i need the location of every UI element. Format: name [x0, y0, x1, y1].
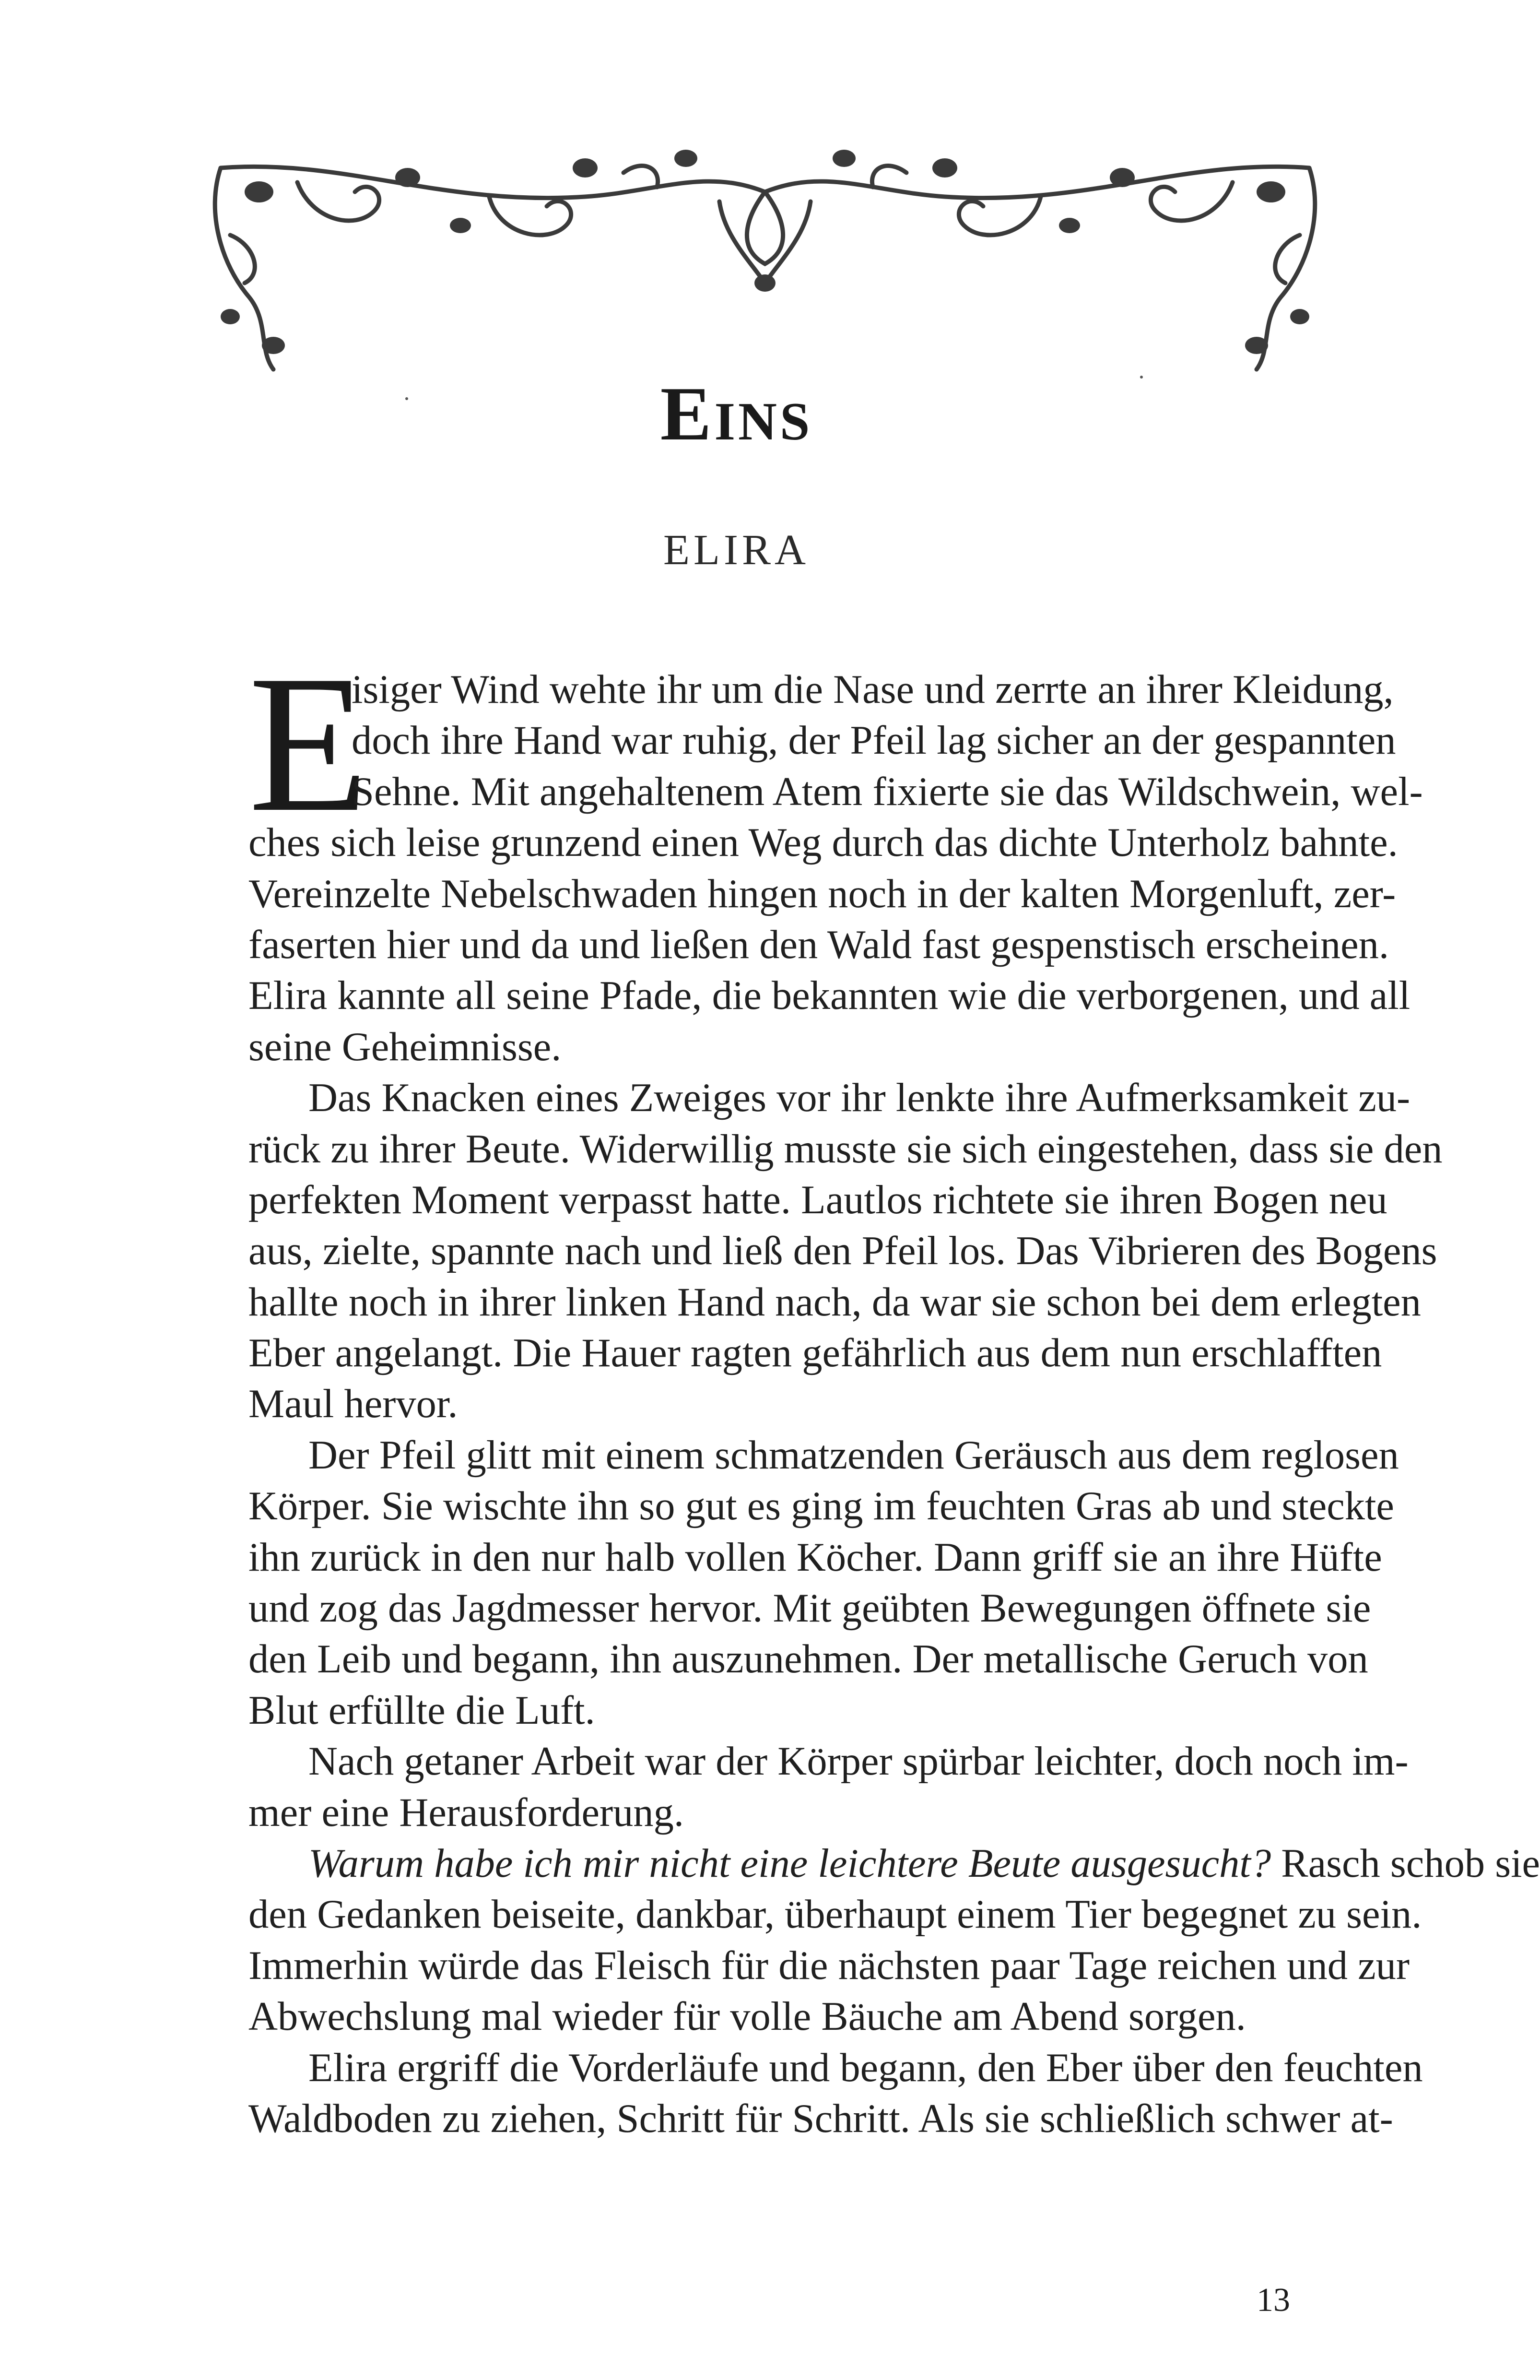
text-line: Eber angelangt. Die Hauer ragten gefährlich aus dem nun erschlafften — [248, 1331, 1382, 1376]
paragraph — [248, 2043, 1423, 2145]
text-line: mer eine Herausforderung. — [248, 1790, 684, 1835]
page-number: 13 — [1257, 2282, 1290, 2319]
italic-thought: Warum habe ich mir nicht eine leichtere Beute ausgesucht? — [308, 1841, 1271, 1886]
chapter-pov-name: ELIRA — [663, 526, 810, 574]
text-line: ihn zurück in den nur halb vollen Köcher. Dann griff sie an ihre Hüfte — [248, 1535, 1382, 1580]
text-line: Vereinzelte Nebelschwaden hingen noch in der kalten Morgenluft, zer- — [248, 871, 1396, 916]
text-line: doch ihre Hand war ruhig, der Pfeil lag sicher an der gespannten — [352, 718, 1396, 763]
text-line: ches sich leise grunzend einen Weg durch das dichte Unterholz bahnte. — [248, 820, 1398, 865]
text-line: seine Geheimnisse. — [248, 1024, 562, 1069]
text-line: Das Knacken eines Zweiges vor ihr lenkte ihre Aufmerksamkeit zu- — [308, 1076, 1411, 1121]
drop-cap: E — [248, 635, 369, 853]
text-line: Elira kannte all seine Pfade, die bekannten wie die verborgenen, und all — [248, 973, 1411, 1018]
text-line: Blut erfüllte die Luft. — [248, 1688, 595, 1733]
text-line: den Leib und begann, ihn auszunehmen. Der metallische Geruch von — [248, 1637, 1368, 1682]
text-line: Elira ergriff die Vorderläufe und begann, den Eber über den feuchten — [308, 2045, 1423, 2090]
paragraph — [248, 1430, 1399, 1736]
text-line — [248, 1838, 1540, 1889]
text-line: rück zu ihrer Beute. Widerwillig musste sie sich eingestehen, dass sie den — [248, 1126, 1443, 1172]
body-text — [248, 635, 1540, 2144]
paragraph — [248, 1838, 1540, 2043]
text-line: Waldboden zu ziehen, Schritt für Schritt. Als sie schließlich schwer at- — [248, 2096, 1393, 2141]
paragraph — [248, 1073, 1443, 1430]
text-line: aus, zielte, spannte nach und ließ den Pfeil los. Das Vibrieren des Bogens — [248, 1229, 1437, 1274]
text-line: Immerhin würde das Fleisch für die nächsten paar Tage reichen und zur — [248, 1943, 1410, 1988]
text-line: Maul hervor. — [248, 1382, 458, 1427]
text-line: den Gedanken beiseite, dankbar, überhaupt einem Tier begegnet zu sein. — [248, 1892, 1422, 1937]
text-line: hallte noch in ihrer linken Hand nach, da war sie schon bei dem erlegten — [248, 1279, 1421, 1325]
text-line: Der Pfeil glitt mit einem schmatzenden Geräusch aus dem reglosen — [308, 1433, 1399, 1478]
text-line: Nach getaner Arbeit war der Körper spürbar leichter, doch noch im- — [308, 1739, 1409, 1784]
chapter-title: Eins — [660, 371, 813, 456]
text-line: Körper. Sie wischte ihn so gut es ging im feuchten Gras ab und steckte — [248, 1484, 1394, 1529]
text-line: perfekten Moment verpasst hatte. Lautlos richtete sie ihren Bogen neu — [248, 1177, 1387, 1222]
text-line: Sehne. Mit angehaltenem Atem fixierte sie das Wildschwein, wel- — [352, 769, 1423, 814]
paragraph — [248, 1736, 1409, 1838]
text-line: faserten hier und da und ließen den Wald fast gespenstisch erscheinen. — [248, 922, 1389, 967]
text-run: Rasch schob sie — [1271, 1841, 1540, 1886]
text-line: Abwechslung mal wieder für volle Bäuche am Abend sorgen. — [248, 1994, 1246, 2039]
text-line: isiger Wind wehte ihr um die Nase und zerrte an ihrer Kleidung, — [352, 667, 1394, 712]
paragraph — [248, 635, 1423, 1073]
text-line: und zog das Jagdmesser hervor. Mit geübten Bewegungen öffnete sie — [248, 1586, 1371, 1631]
